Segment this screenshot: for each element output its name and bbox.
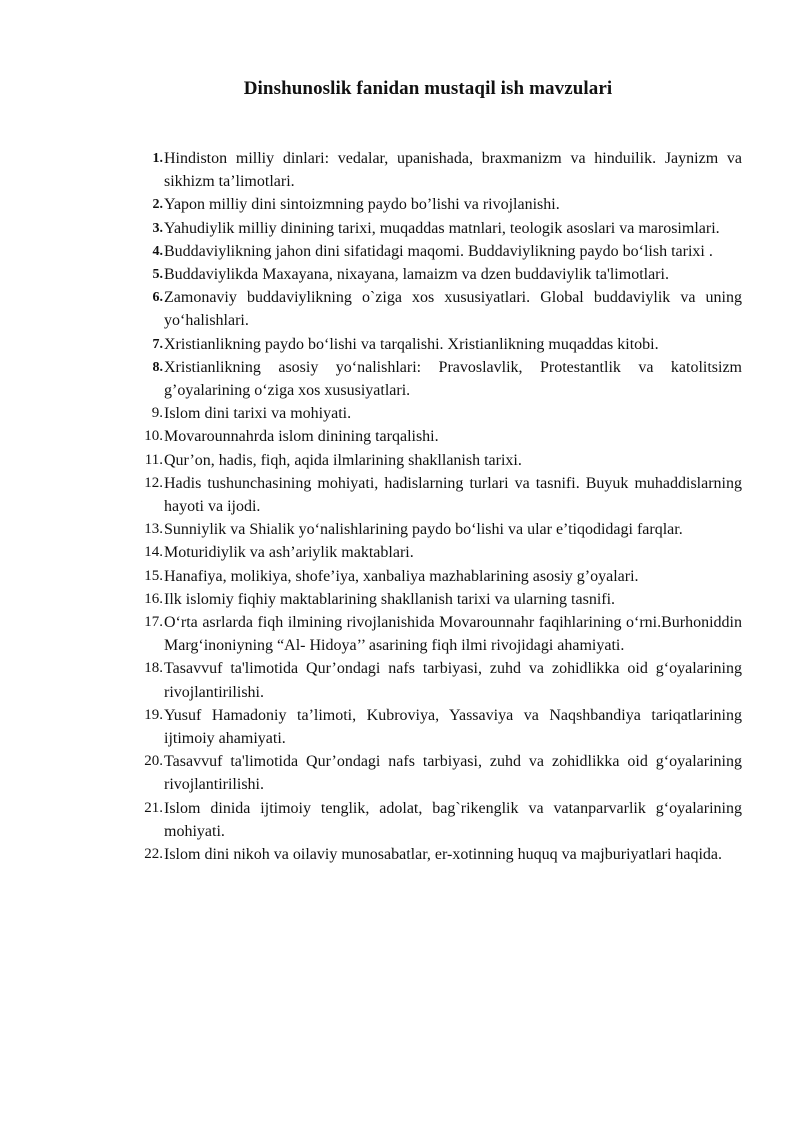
item-number: 5. bbox=[152, 267, 163, 283]
item-number: 12. bbox=[144, 474, 163, 491]
list-item bbox=[133, 402, 742, 425]
list-item bbox=[133, 425, 742, 448]
item-number: 20. bbox=[144, 753, 163, 770]
list-item bbox=[133, 263, 742, 286]
item-number: 13. bbox=[144, 521, 163, 538]
item-number: 19. bbox=[144, 706, 163, 723]
item-text: Tasavvuf ta'limotida Qur’ondagi nafs tarbiyasi, zuhd va zohidlikka oid g‘oyalarining rivojlantirilishi. bbox=[164, 660, 742, 701]
item-text: Sunniylik va Shialik yo‘nalishlarining paydo bo‘lishi va ular e’tiqodidagi farqlar. bbox=[164, 521, 683, 539]
item-text: O‘rta asrlarda fiqh ilmining rivojlanishida Movarounnahr faqihlarining o‘rni.Burhoniddin Marg‘inoniyning “Al- Hidoya’’ asarining fiqh ilmi rivojidagi ahamiyati. bbox=[164, 614, 742, 655]
list-item bbox=[133, 240, 742, 263]
item-text: Xristianlikning asosiy yo‘nalishlari: Pravoslavlik, Protestantlik va katolitsizm g’oyalarining o‘ziga xos xususiyatlari. bbox=[164, 358, 742, 400]
item-text: Buddaviylikda Maxayana, nixayana, lamaizm va dzen buddaviylik ta'limotlari. bbox=[164, 266, 669, 284]
item-text: Yahudiylik milliy dinining tarixi, muqaddas matnlari, teologik asoslari va marosimlari. bbox=[164, 219, 720, 237]
item-text: Ilk islomiy fiqhiy maktablarining shakllanish tarixi va ularning tasnifi. bbox=[164, 590, 616, 608]
item-number: 10. bbox=[144, 428, 163, 445]
list-item bbox=[133, 449, 742, 472]
list-item bbox=[133, 193, 742, 216]
list-item bbox=[133, 588, 742, 611]
item-text: Buddaviylikning jahon dini sifatidagi maqomi. Buddaviylikning paydo bo‘lish tarixi . bbox=[164, 242, 713, 260]
item-text: Movarounnahrda islom dinining tarqalishi. bbox=[164, 428, 439, 446]
item-text: Hindiston milliy dinlari: vedalar, upanishada, braxmanizm va hinduilik. Jaynizm va sikhizm ta’limotlari. bbox=[164, 150, 742, 191]
list-item bbox=[133, 704, 742, 750]
topics-list bbox=[133, 147, 742, 866]
list-item bbox=[133, 611, 742, 657]
item-number: 4. bbox=[152, 243, 163, 259]
item-text: Yapon milliy dini sintoizmning paydo bo’lishi va rivojlanishi. bbox=[164, 196, 560, 214]
list-item bbox=[133, 750, 742, 796]
item-number: 18. bbox=[144, 660, 163, 677]
item-text: Qur’on, hadis, fiqh, aqida ilmlarining shakllanish tarixi. bbox=[164, 451, 522, 469]
list-item bbox=[133, 147, 742, 193]
list-item bbox=[133, 541, 742, 564]
item-text: Hanafiya, molikiya, shofe’iya, xanbaliya mazhablarining asosiy g’oyalari. bbox=[164, 567, 639, 585]
item-number: 21. bbox=[144, 799, 163, 816]
item-number: 17. bbox=[144, 614, 163, 631]
list-item bbox=[133, 797, 742, 843]
item-number: 8. bbox=[152, 359, 163, 375]
item-text: Islom dini tarixi va mohiyati. bbox=[164, 405, 352, 423]
item-text: Zamonaviy buddaviylikning o`ziga xos xususiyatlari. Global buddaviylik va uning yo‘halishlari. bbox=[164, 289, 742, 330]
list-item bbox=[133, 333, 742, 356]
list-item bbox=[133, 356, 742, 402]
item-text: Xristianlikning paydo bo‘lishi va tarqalishi. Xristianlikning muqaddas kitobi. bbox=[164, 335, 659, 353]
item-number: 9. bbox=[151, 405, 163, 422]
page-title: Dinshunoslik fanidan mustaqil ish mavzulari bbox=[243, 78, 613, 99]
list-item bbox=[133, 518, 742, 541]
item-number: 2. bbox=[152, 197, 163, 213]
item-number: 1. bbox=[152, 151, 163, 166]
item-number: 14. bbox=[144, 544, 163, 561]
item-number: 16. bbox=[144, 590, 163, 607]
item-text: Hadis tushunchasining mohiyati, hadislarning turlari va tasnifi. Buyuk muhaddislarning hayoti va ijodi. bbox=[164, 474, 742, 516]
item-number: 7. bbox=[152, 336, 163, 352]
item-text: Moturidiylik va ash’ariylik maktablari. bbox=[164, 544, 414, 562]
item-text: Yusuf Hamadoniy ta’limoti, Kubroviya, Yassaviya va Naqshbandiya tariqatlarining ijtimoiy ahamiyati. bbox=[164, 706, 742, 748]
list-item bbox=[133, 565, 742, 588]
list-item bbox=[133, 217, 742, 240]
item-text: Islom dini nikoh va oilaviy munosabatlar, er-xotinning huquq va majburiyatlari haqida. bbox=[164, 846, 723, 864]
item-number: 22. bbox=[144, 846, 163, 863]
list-item bbox=[133, 843, 742, 866]
item-number: 11. bbox=[144, 451, 163, 468]
item-text: Tasavvuf ta'limotida Qur’ondagi nafs tarbiyasi, zuhd va zohidlikka oid g‘oyalarining rivojlantirilishi. bbox=[164, 753, 742, 794]
item-number: 15. bbox=[144, 567, 163, 584]
item-text: Islom dinida ijtimoiy tenglik, adolat, bag`rikenglik va vatanparvarlik g‘oyalarining mohiyati. bbox=[164, 799, 742, 840]
list-item bbox=[133, 657, 742, 703]
item-number: 6. bbox=[152, 290, 163, 306]
item-number: 3. bbox=[152, 220, 163, 236]
list-item bbox=[133, 472, 742, 518]
list-item bbox=[133, 286, 742, 332]
